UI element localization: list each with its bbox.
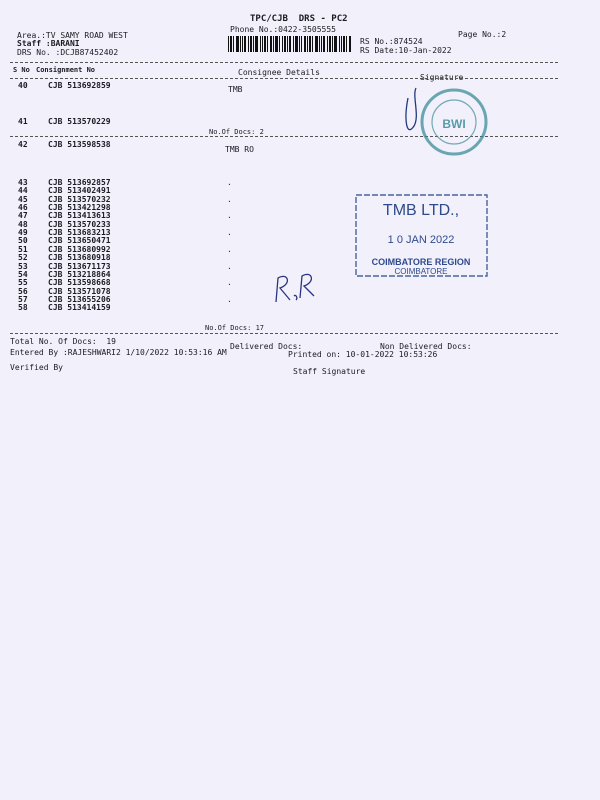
barcode-bar: [236, 36, 239, 52]
delivered-docs: Delivered Docs:: [230, 342, 303, 351]
barcode-bar: [293, 36, 294, 52]
barcode-bar: [250, 36, 252, 52]
barcode-bar: [329, 36, 331, 52]
barcode: [228, 36, 354, 52]
dot-marker: .: [227, 211, 232, 221]
barcode-bar: [284, 36, 286, 52]
row-number: 51: [18, 244, 28, 254]
stamp-title: TMB LTD.,: [382, 202, 460, 219]
barcode-bar: [267, 36, 268, 52]
consignment-number: CJB 513692857: [48, 178, 111, 187]
consignee-name: TMB: [228, 85, 243, 94]
rs-number: RS No.:874524: [360, 37, 423, 46]
consignment-number: CJB 513680918: [48, 253, 111, 263]
total-docs: Total No. Of Docs: 19: [10, 337, 116, 346]
barcode-bar: [315, 36, 318, 52]
barcode-bar: [299, 36, 300, 52]
barcode-bar: [332, 36, 333, 52]
barcode-bar: [242, 36, 243, 52]
row-number: 56: [18, 286, 28, 296]
page-number: Page No.:2: [458, 30, 507, 39]
consignee-name: TMB RO: [225, 145, 254, 154]
handwritten-initials: [268, 268, 328, 308]
company-seal: [402, 78, 492, 160]
col-s-no: S No: [13, 66, 30, 74]
staff-label: Staff :BARANI: [17, 39, 80, 48]
barcode-bar: [309, 36, 311, 52]
staff-signature: Staff Signature: [293, 367, 366, 376]
barcode-bar: [346, 36, 347, 52]
barcode-bar: [349, 36, 351, 52]
barcode-bar: [327, 36, 328, 52]
consignment-number: CJB 513598668: [48, 278, 111, 288]
barcode-bar: [312, 36, 313, 52]
barcode-bar: [228, 36, 229, 52]
row-number: 55: [18, 278, 28, 288]
consignment-number: CJB 513421298: [48, 203, 111, 213]
consignment-number: CJB 513218864: [48, 269, 111, 279]
barcode-bar: [270, 36, 272, 52]
stamp-city: COIMBATORE: [394, 267, 448, 276]
row-number: 40: [18, 81, 28, 90]
dot-marker: .: [227, 244, 232, 254]
barcode-bar: [260, 36, 261, 52]
row-number: 48: [18, 219, 28, 229]
row-number: 52: [18, 253, 28, 263]
barcode-bar: [244, 36, 246, 52]
row-number: 42: [18, 140, 28, 149]
row-number: 46: [18, 203, 28, 213]
signature-stroke: [406, 88, 416, 130]
divider: [10, 62, 558, 63]
non-delivered-docs: Non Delivered Docs:: [380, 342, 472, 351]
col-consignee: Consignee Details: [238, 68, 320, 77]
dot-marker: .: [227, 294, 232, 304]
rs-date: RS Date:10-Jan-2022: [360, 46, 452, 55]
barcode-bar: [264, 36, 266, 52]
consignment-number: CJB 513402491: [48, 186, 111, 196]
col-signature: Signature: [420, 73, 464, 82]
row-number: 54: [18, 269, 28, 279]
row-number: 41: [18, 117, 28, 126]
barcode-bar: [334, 36, 337, 52]
bank-stamp: [354, 193, 489, 278]
consignment-number: CJB 513655206: [48, 294, 111, 304]
printed-on: Printed on: 10-01-2022 10:53:26: [288, 350, 438, 359]
barcode-bar: [279, 36, 280, 52]
consignment-number: CJB 513671173: [48, 261, 111, 271]
barcode-bar: [323, 36, 325, 52]
group-doc-count: No.Of Docs: 17: [205, 324, 265, 332]
barcode-bar: [307, 36, 308, 52]
consignment-number: CJB 513414159: [48, 303, 111, 313]
consignment-number: CJB 513571078: [48, 286, 111, 296]
barcode-bar: [295, 36, 298, 52]
consignment-number: CJB 513692859: [48, 81, 111, 90]
consignment-number: CJB 513680992: [48, 244, 111, 254]
row-number: 44: [18, 186, 28, 196]
barcode-bar: [230, 36, 232, 52]
barcode-bar: [253, 36, 254, 52]
barcode-bar: [282, 36, 283, 52]
row-number: 43: [18, 178, 28, 187]
barcode-bar: [304, 36, 306, 52]
row-number: 50: [18, 236, 28, 246]
barcode-bar: [319, 36, 320, 52]
col-consignment: Consignment No: [36, 66, 96, 74]
barcode-bar: [289, 36, 291, 52]
barcode-bar: [343, 36, 345, 52]
group-doc-count: No.Of Docs: 2: [209, 128, 264, 136]
consignment-number: CJB 513683213: [48, 228, 111, 238]
barcode-bar: [301, 36, 302, 52]
barcode-bar: [321, 36, 322, 52]
stamp-date: 1 0 JAN 2022: [387, 234, 455, 246]
barcode-bar: [275, 36, 278, 52]
dot-marker: .: [227, 194, 232, 204]
barcode-bar: [262, 36, 263, 52]
barcode-bar: [233, 36, 234, 52]
area-label: Area.:TV SAMY ROAD WEST: [17, 31, 128, 40]
barcode-bar: [240, 36, 241, 52]
consignment-number: CJB 513413613: [48, 211, 111, 221]
barcode-bar: [248, 36, 249, 52]
row-number: 53: [18, 261, 28, 271]
verified-by: Verified By: [10, 363, 63, 372]
document-title: TPC/CJB DRS - PC2: [250, 14, 348, 24]
entered-by: Entered By :RAJESHWARI2 1/10/2022 10:53:16 AM: [10, 348, 227, 357]
barcode-bar: [273, 36, 274, 52]
dot-marker: .: [227, 278, 232, 288]
drs-number: DRS No. :DCJB87452402: [17, 48, 119, 57]
consignment-number: CJB 513598538: [48, 140, 111, 149]
barcode-bar: [287, 36, 288, 52]
row-number: 49: [18, 228, 28, 238]
barcode-bar: [341, 36, 342, 52]
consignment-number: CJB 513570229: [48, 117, 111, 126]
barcode-bar: [255, 36, 258, 52]
dot-marker: .: [227, 178, 232, 187]
consignment-number: CJB 513570232: [48, 194, 111, 204]
barcode-bar: [339, 36, 340, 52]
row-number: 47: [18, 211, 28, 221]
row-number: 58: [18, 303, 28, 313]
row-number: 57: [18, 294, 28, 304]
dot-marker: .: [227, 261, 232, 271]
divider: [10, 333, 558, 334]
seal-text: BWI: [442, 117, 466, 131]
consignment-number: CJB 513650471: [48, 236, 111, 246]
row-number: 45: [18, 194, 28, 204]
consignment-number: CJB 513570233: [48, 219, 111, 229]
dot-marker: .: [227, 228, 232, 238]
phone-number: Phone No.:0422-3505555: [230, 25, 336, 34]
stamp-region: COIMBATORE REGION: [371, 257, 471, 267]
